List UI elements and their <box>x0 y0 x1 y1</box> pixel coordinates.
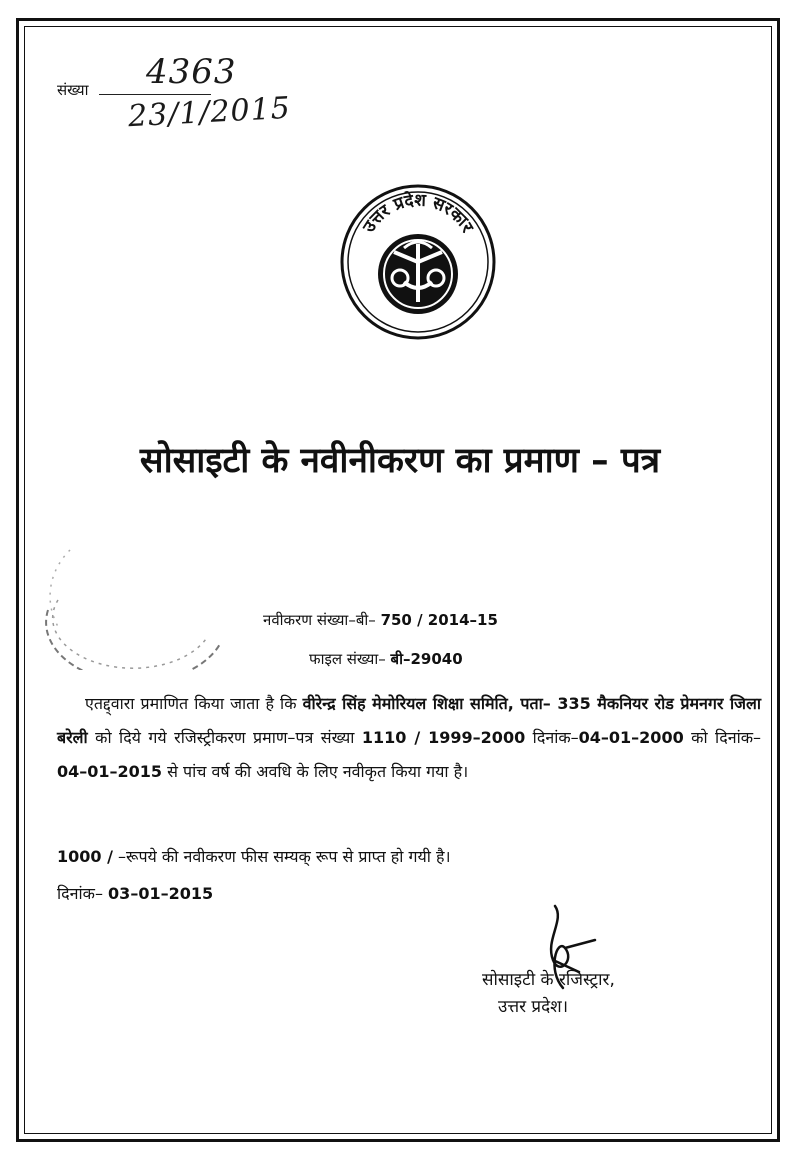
body-registration-text: को दिये गये रजिस्ट्रीकरण प्रमाण–पत्र संख्या <box>87 728 362 747</box>
certificate-title: सोसाइटी के नवीनीकरण का प्रमाण – पत्र <box>139 441 661 481</box>
body-date-label-1: दिनांक– <box>525 728 579 747</box>
file-number-label: फाइल संख्या– <box>309 650 386 668</box>
up-government-seal <box>338 182 498 342</box>
signatory-block <box>482 967 615 1021</box>
handwritten-date: 23/1/2015 <box>127 90 292 135</box>
renewal-number <box>263 610 498 630</box>
issue-date <box>57 882 213 904</box>
file-number <box>309 649 463 669</box>
date-to: 04–01–2015 <box>57 762 163 781</box>
body-date-label-2: को दिनांक– <box>683 728 762 747</box>
faded-office-stamp <box>30 540 240 670</box>
fee-text: –रूपये की नवीकरण फीस सम्यक् रूप से प्राप्त हो गयी है। <box>112 847 451 866</box>
renewal-number-label: नवीकरण संख्या–बी– <box>263 611 376 629</box>
body-renewal-text: से पांच वर्ष की अवधि के लिए नवीकृत किया गया है। <box>162 762 469 781</box>
handwritten-number: 4363 <box>146 52 237 92</box>
date-from: 04–01–2000 <box>578 728 684 747</box>
file-number-value: बी–29040 <box>390 650 463 668</box>
issue-date-label: दिनांक– <box>57 884 109 903</box>
signatory-state: उत्तर प्रदेश। <box>498 997 569 1017</box>
society-name-address: वीरेन्द्र सिंह मेमोरियल शिक्षा समिति, पता– 335 मैकनियर रोड प्रेमनगर जिला बरेली <box>57 694 762 747</box>
number-label: संख्या <box>57 81 89 99</box>
seal-inscription: उत्तर प्रदेश सरकार <box>359 190 477 237</box>
renewal-number-value: 750 / 2014–15 <box>380 611 498 629</box>
certification-paragraph <box>57 687 761 789</box>
registration-number: 1110 / 1999–2000 <box>361 728 526 747</box>
fee-statement <box>57 845 451 867</box>
fee-amount: 1000 / <box>57 847 113 866</box>
body-intro: एतद्द्वारा प्रमाणित किया जाता है कि <box>85 694 303 713</box>
issue-date-value: 03–01–2015 <box>108 884 214 903</box>
signatory-title: सोसाइटी के रजिस्ट्रार, <box>482 970 615 990</box>
